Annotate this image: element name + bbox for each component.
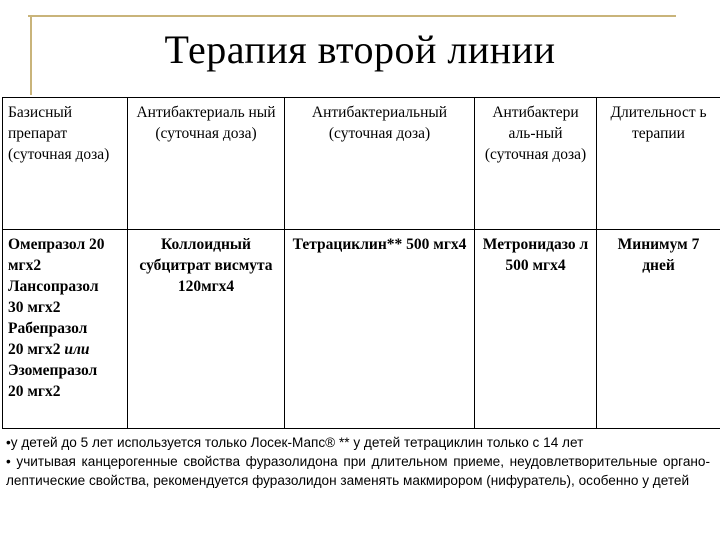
drug-line: 20 мгх2 <box>8 383 61 400</box>
header-antibacterial-2: Антибактериальный (суточная доза) <box>285 98 475 230</box>
drug-line: Лансопразол <box>8 278 99 295</box>
drug-line: 30 мгх2 <box>8 299 61 316</box>
or-conjunction: или <box>64 341 90 358</box>
therapy-table <box>2 97 720 429</box>
drug-line: Эзомепразол <box>8 362 98 379</box>
page-title: Терапия второй линии <box>164 27 556 72</box>
drug-line: Рабепразол <box>8 320 88 337</box>
footnote-2: • учитывая канцерогенные свойства фуразолидона при длительном приеме, неудовлетворительные органо-лептические свойства, рекомендуется фуразолидон заменять макмирором (нифуратель), особенно у детей <box>6 454 710 488</box>
decorative-top-line <box>28 15 676 17</box>
table-row <box>3 230 720 429</box>
drug-line <box>8 339 122 360</box>
cell-metronidazole: Метронидазо л 500 мгх4 <box>475 230 597 429</box>
drug-dose: 20 мгх2 <box>8 341 65 358</box>
drug-line: мгх2 <box>8 257 42 274</box>
header-base-drug: Базисный препарат (суточная доза) <box>3 98 128 230</box>
cell-duration: Минимум 7 дней <box>597 230 720 429</box>
footnotes <box>6 433 710 490</box>
cell-tetracycline: Тетрациклин** 500 мгх4 <box>285 230 475 429</box>
table-header-row <box>3 98 720 230</box>
drug-line: Омепразол 20 <box>8 236 105 253</box>
header-antibacterial-1: Антибактериаль ный (суточная доза) <box>128 98 285 230</box>
footnote-1: •у детей до 5 лет используется только Лосек-Мапс® ** у детей тетрациклин только с 14 лет <box>6 435 584 450</box>
cell-base-drugs <box>3 230 128 429</box>
cell-bismuth: Коллоидный субцитрат висмута 120мгх4 <box>128 230 285 429</box>
header-antibacterial-3: Антибактери аль-ный (суточная доза) <box>475 98 597 230</box>
header-duration: Длительност ь терапии <box>597 98 720 230</box>
